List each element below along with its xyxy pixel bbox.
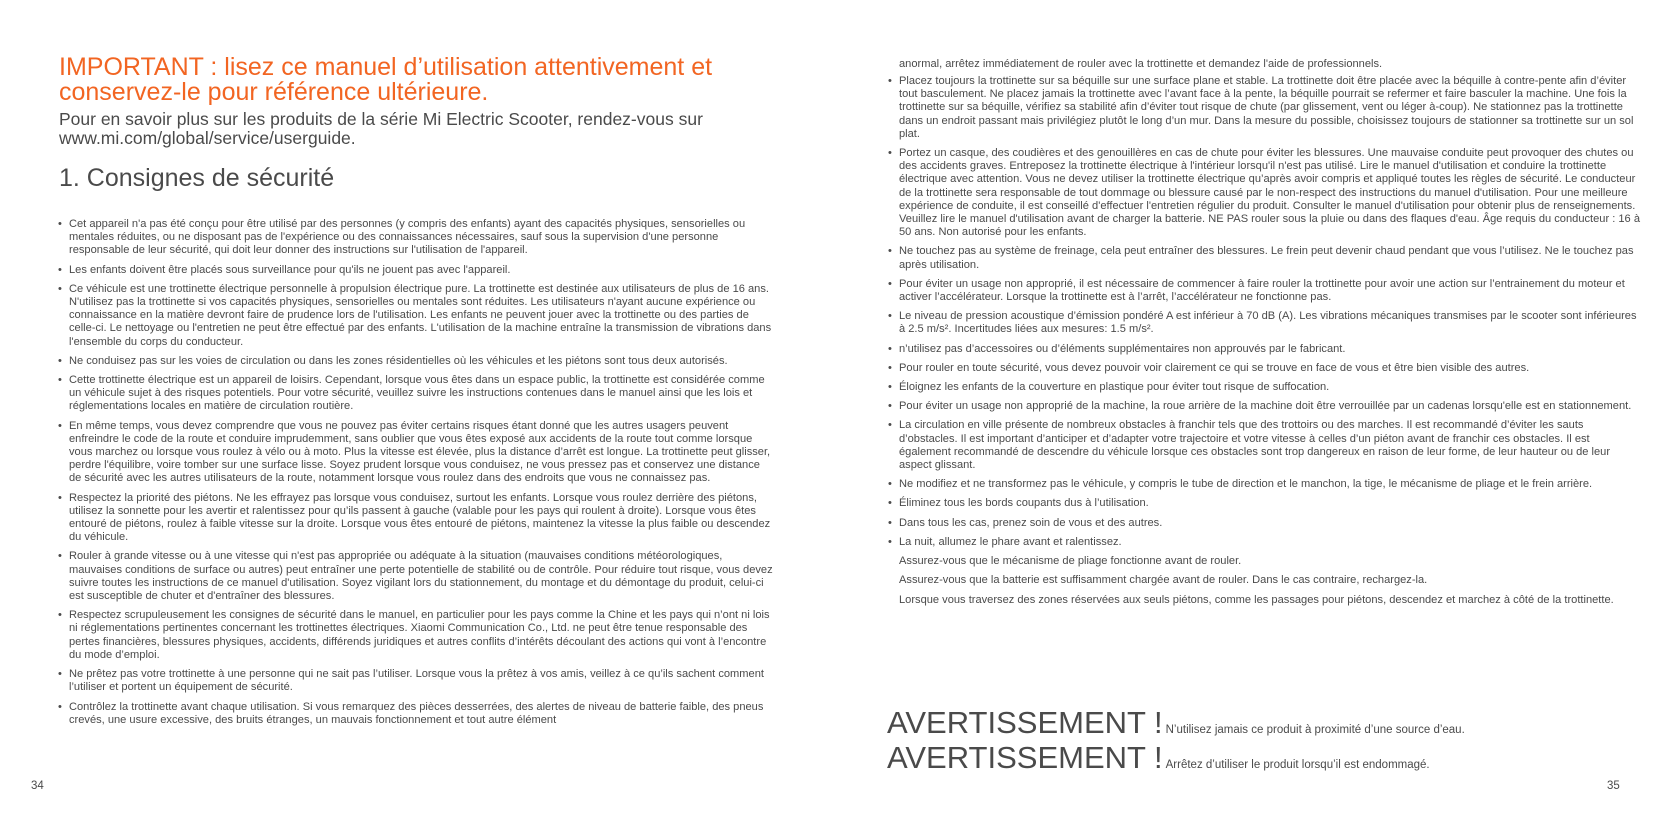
left-page — [0, 0, 800, 827]
warning-text: N’utilisez jamais ce produit à proximité d’une source d’eau. — [1165, 724, 1465, 736]
list-item: • En même temps, vous devez comprendre que vous ne pouvez pas éviter certains risques étant donné que les autres usagers peuvent enfreindre le code de la route et conduire imprudemment, sans oublier que vous êtes exposé aux accidents de la route tout comme lorsque vous marchez ou lorsque vous roulez à vélo ou à moto. Plus la vitesse est élevée, plus la distance d’arrêt est longue. La trottinette peut glisser, perdre l'équilibre, voire tomber sur une surface lisse. Soyez prudent lorsque vous conduisez, ne vous pressez pas et conservez une distance de sécurité avec les autres utilisateurs de la route, notamment lorsque vous roulez dans des endroits que vous ne connaissez pas. — [58, 420, 773, 486]
right-page — [827, 0, 1654, 827]
warning-damaged — [887, 741, 1430, 775]
list-item: • n’utilisez pas d’accessoires ou d’éléments supplémentaires non approuvés par le fabricant. — [888, 343, 1643, 356]
list-item: • Ne prêtez pas votre trottinette à une personne qui ne sait pas l’utiliser. Lorsque vous la prêtez à vos amis, veillez à ce qu’ils sachent comment l’utiliser et portent un équipement de sécurité. — [58, 668, 773, 694]
plain-item: Assurez-vous que la batterie est suffisamment chargée avant de rouler. Dans le cas contraire, rechargez-la. — [899, 574, 1428, 587]
list-item: • La nuit, allumez le phare avant et ralentissez. — [888, 536, 1643, 549]
list-item: • Respectez la priorité des piétons. Ne les effrayez pas lorsque vous conduisez, surtout les enfants. Lorsque vous roulez derrière des piétons, utilisez la sonnette pour les avertir et ralentissez pour qu’ils passent à gauche (valable pour les pays qui roulent à droite). Lorsque vous êtes entouré de piétons, roulez à faible vitesse sur la droite. Lorsque vous êtes entouré de piétons, maintenez la vitesse la plus faible ou descendez du véhicule. — [58, 492, 773, 545]
list-item: • Placez toujours la trottinette sur sa béquille sur une surface plane et stable. La trottinette doit être placée avec la béquille à contre-pente afin d’éviter tout basculement. Ne placez jamais la trottinette avec l’avant face à la pente, la béquille pourrait se refermer et faire basculer la machine. Une fois la trottinette sur sa béquille, vérifiez sa stabilité afin d’éviter tout risque de chute (par glissement, vent ou léger à-coup). Ne stationnez pas la trottinette dans un endroit passant mais privilégiez plutôt le long d’un mur. Dans la mesure du possible, choisissez toujours de stationner sa trottinette sur un sol plat. — [888, 75, 1643, 141]
continued-text: anormal, arrêtez immédiatement de rouler avec la trottinette et demandez l'aide de professionnels. — [899, 58, 1383, 70]
list-item: • Respectez scrupuleusement les consignes de sécurité dans le manuel, en particulier pour les pays comme la Chine et les pays qui n’ont ni lois ni réglementations pertinentes concernant les trottinettes électriques. Xiaomi Communication Co., Ltd. ne peut être tenue responsable des pertes financières, blessures physiques, accidents, différends juridiques et autres conflits d’intérêts découlant des actions qui vont à l’encontre du mode d’emploi. — [58, 609, 773, 662]
list-item: • Les enfants doivent être placés sous surveillance pour qu'ils ne jouent pas avec l'appareil. — [58, 264, 773, 277]
list-item: • Pour éviter un usage non approprié, il est nécessaire de commencer à faire rouler la trottinette pour avoir une action sur l’entrainement du moteur et activer l’accélérateur. Lorsque la trottinette est à l’arrêt, l’accélérateur ne fonctionne pas. — [888, 278, 1643, 304]
list-item: • Éloignez les enfants de la couverture en plastique pour éviter tout risque de suffocation. — [888, 381, 1643, 394]
page-number: 35 — [1607, 780, 1620, 792]
warning-label: AVERTISSEMENT ! — [887, 705, 1163, 740]
list-item: • Ce véhicule est une trottinette électrique personnelle à propulsion électrique pure. La trottinette est destinée aux utilisateurs de plus de 16 ans. N'utilisez pas la trottinette si vos capacités physiques, sensorielles ou mentales sont réduites. Les utilisateurs n'ayant aucune expérience ou connaissance en la matière devront faire de prudence lors de l'utilisation. Les enfants ne peuvent jouer avec la trottinette ou des parties de celle-ci. Le nettoyage ou l'entretien ne peut être effectué par des enfants. L'utilisation de la machine entraîne la transmission de vibrations dans l'ensemble du corps du conducteur. — [58, 283, 773, 349]
list-item: • Contrôlez la trottinette avant chaque utilisation. Si vous remarquez des pièces desserrées, des alertes de niveau de batterie faible, des pneus crevés, une usure excessive, des bruits étranges, un mauvais fonctionnement et tout autre élément — [58, 701, 773, 727]
list-item: • Éliminez tous les bords coupants dus à l’utilisation. — [888, 497, 1643, 510]
warning-text: Arrêtez d’utiliser le produit lorsqu’il est endommagé. — [1165, 759, 1430, 771]
list-item: • Ne touchez pas au système de freinage, cela peut entraîner des blessures. Le frein peut devenir chaud pendant que vous l’utilisez. Ne le touchez pas après utilisation. — [888, 245, 1643, 271]
section-heading: 1. Consignes de sécurité — [59, 164, 335, 192]
list-item: • La circulation en ville présente de nombreux obstacles à franchir tels que des trottoirs ou des marches. Il est recommandé d’éviter les sauts d’obstacles. Il est important d’anticiper et d’adapter votre trajectoire et votre vitesse à celles d’un piéton avant de franchir ces obstacles. Il est également recommandé de descendre du véhicule lorsque ces obstacles sont trop dangereux en raison de leur forme, de leur hauteur ou de leur aspect glissant. — [888, 419, 1643, 472]
list-item: • Le niveau de pression acoustique d’émission pondéré A est inférieur à 70 dB (A). Les vibrations mécaniques transmises par le scooter sont inférieures à 2.5 m/s². Incertitudes liées aux mesures: 1.5 m/s². — [888, 310, 1643, 336]
left-safety-list — [58, 218, 773, 733]
list-item: • Ne modifiez et ne transformez pas le véhicule, y compris le tube de direction et le manchon, la tige, le mécanisme de pliage et le frein arrière. — [888, 478, 1643, 491]
list-item: • Pour rouler en toute sécurité, vous devez pouvoir voir clairement ce qui se trouve en face de vous et être bien visible des autres. — [888, 362, 1643, 375]
list-item: • Portez un casque, des coudières et des genouillères en cas de chute pour éviter les blessures. Une mauvaise conduite peut provoquer des chutes ou des accidents graves. Entreposez la trottinette électrique à l'intérieur lorsqu'il n'est pas utilisé. Lire le manuel d'utilisation et conduire la trottinette électrique avec attention. Vous ne devez utiliser la trottinette électrique qu’après avoir compris et appliqué toutes les règles de sécurité. Le conducteur de la trottinette sera responsable de tout dommage ou blessure causé par le non-respect des instructions du manuel d'utilisation. Pour une meilleure expérience de conduite, il est conseillé d'effectuer l'entretien régulier du produit. Consulter le manuel d'utilisation pour obtenir plus de renseignements. Veuillez lire le manuel d'utilisation avant de charger la batterie. NE PAS rouler sous la pluie ou dans des flaques d'eau. Âge requis du conducteur : 16 à 50 ans. Non autorisé pour les enfants. — [888, 147, 1643, 239]
list-item: • Cet appareil n'a pas été conçu pour être utilisé par des personnes (y compris des enfants) ayant des capacités physiques, sensorielles ou mentales réduites, ou ne disposant pas de l'expérience ou des connaissances nécessaires, sauf sous la supervision d'une personne responsable de leur sécurité, qui doit leur donner des instructions sur l'utilisation de l'appareil. — [58, 218, 773, 258]
warning-label: AVERTISSEMENT ! — [887, 740, 1163, 775]
list-item: • Pour éviter un usage non approprié de la machine, la roue arrière de la machine doit être verrouillée par un cadenas lorsqu'elle est en stationnement. — [888, 400, 1643, 413]
plain-item: Assurez-vous que le mécanisme de pliage fonctionne avant de rouler. — [899, 555, 1242, 568]
right-safety-list — [888, 75, 1643, 613]
list-item: • Dans tous les cas, prenez soin de vous et des autres. — [888, 517, 1643, 530]
list-item: • Ne conduisez pas sur les voies de circulation ou dans les zones résidentielles où les véhicules et les piétons sont tous deux autorisés. — [58, 355, 773, 368]
plain-item: Lorsque vous traversez des zones réservées aux seuls piétons, comme les passages pour piétons, descendez et marchez à côté de la trottinette. — [899, 593, 1614, 606]
page-number: 34 — [31, 780, 44, 792]
list-item: • Rouler à grande vitesse ou à une vitesse qui n'est pas appropriée ou adéquate à la situation (mauvaises conditions météorologiques, mauvaises conditions de surface ou autres) peut entraîner une perte potentielle de stabilité ou de contrôle. Pour réduire tout risque, vous devez suivre toutes les instructions de ce manuel d'utilisation. Soyez vigilant lors du stationnement, du montage et du démontage du produit, celui-ci est susceptible de chuter et d'entraîner des blessures. — [58, 550, 773, 603]
important-title: IMPORTANT : lisez ce manuel d’utilisation attentivement et conservez-le pour référence ultérieure. — [59, 53, 713, 106]
list-item: • Cette trottinette électrique est un appareil de loisirs. Cependant, lorsque vous êtes dans un espace public, la trottinette est considérée comme un véhicule sujet à des risques potentiels. Pour votre sécurité, veuillez suivre les instructions contenues dans le manuel ainsi que les lois et réglementations locales en matière de circulation routière. — [58, 374, 773, 414]
intro-paragraph: Pour en savoir plus sur les produits de la série Mi Electric Scooter, rendez-vous sur www.mi.com/global/service/userguide. — [59, 109, 703, 148]
warning-water — [887, 706, 1465, 740]
